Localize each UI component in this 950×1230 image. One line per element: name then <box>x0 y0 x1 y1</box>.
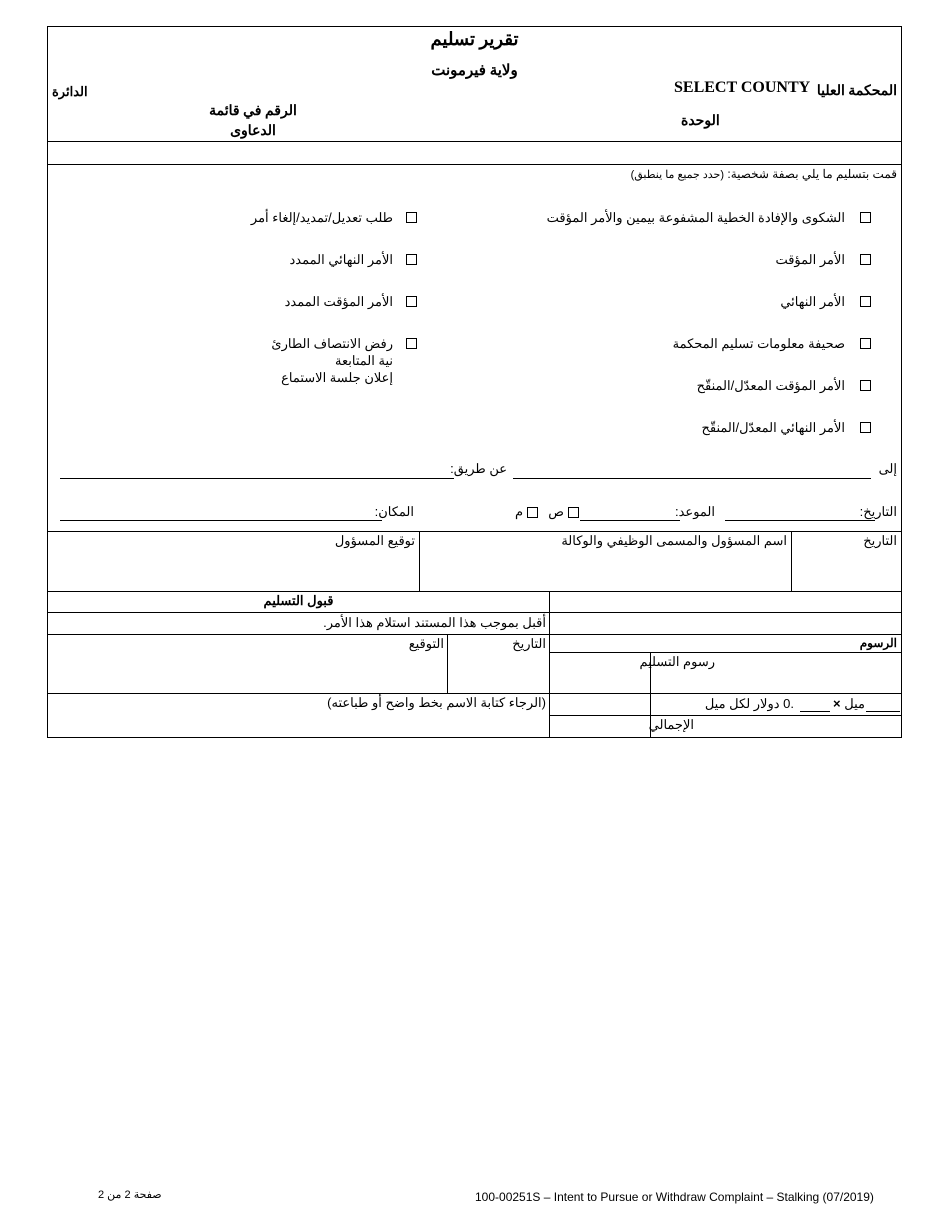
docket-label-line1: الرقم في قائمة <box>209 104 297 119</box>
item-hearing-notice: إعلان جلسة الاستماع <box>281 370 393 385</box>
item-complaint-affidavit: الشكوى والإفادة الخطية المشفوعة بيمين والأمر المؤقت <box>546 210 845 225</box>
served-intro-text: قمت بتسليم ما يلي بصفة شخصية: <box>727 167 897 181</box>
acceptance-date-label: التاريخ <box>512 636 546 651</box>
checkbox-service-info-sheet[interactable] <box>860 338 871 349</box>
served-intro <box>631 167 897 181</box>
service-report-form <box>47 26 902 738</box>
acceptance-signature-label: التوقيع <box>408 636 444 651</box>
checkbox-final-order[interactable] <box>860 296 871 307</box>
form-title: تقرير تسليم <box>430 29 519 49</box>
checkbox-extended-temporary-order[interactable] <box>406 296 417 307</box>
date-label: التاريخ: <box>859 504 897 519</box>
court-name: المحكمة العليا <box>816 84 897 99</box>
item-emergency-relief-denial: رفض الانتصاف الطارئ <box>271 336 393 351</box>
time-field[interactable] <box>580 520 680 521</box>
item-amended-final-order: الأمر النهائي المعدّل/المنقّح <box>701 420 845 435</box>
place-label: المكان: <box>374 504 414 519</box>
divider <box>48 693 549 694</box>
officer-col-divider <box>419 531 420 591</box>
to-field[interactable] <box>513 478 871 479</box>
officer-table-top <box>48 531 901 532</box>
acceptance-title: قبول التسليم <box>263 593 334 608</box>
divider <box>48 612 901 613</box>
checkbox-motion-modify[interactable] <box>406 212 417 223</box>
mileage-miles-label: ميل <box>844 696 865 711</box>
item-temporary-order: الأمر المؤقت <box>775 252 845 267</box>
officer-name-header: اسم المسؤول والمسمى الوظيفي والوكالة <box>561 533 787 548</box>
officer-col-divider <box>791 531 792 591</box>
print-name-label: (الرجاء كتابة الاسم بخط واضح أو طباعته) <box>327 695 546 710</box>
item-service-info-sheet: صحيفة معلومات تسليم المحكمة <box>672 336 845 351</box>
total-label: الإجمالي <box>648 717 694 732</box>
divider <box>549 715 901 716</box>
unit-label: الوحدة <box>681 114 720 129</box>
divider <box>48 141 901 142</box>
fees-title: الرسوم <box>859 636 897 650</box>
item-amended-temporary-order: الأمر المؤقت المعدّل/المنقّح <box>696 378 845 393</box>
pm-label: م <box>514 504 523 519</box>
divider <box>549 693 901 694</box>
form-identifier: 100-00251S – Intent to Pursue or Withdraw Complaint – Stalking (07/2019) <box>475 1190 874 1204</box>
mileage-miles-field[interactable] <box>866 711 900 712</box>
served-intro-note: (حدد جميع ما ينطبق) <box>630 169 725 181</box>
acceptance-statement: أقبل بموجب هذا المستند استلام هذا الأمر. <box>323 615 546 630</box>
item-extended-temporary-order: الأمر المؤقت الممدد <box>284 294 393 309</box>
divider <box>549 652 901 653</box>
place-field[interactable] <box>60 520 382 521</box>
checkbox-complaint-affidavit[interactable] <box>860 212 871 223</box>
service-fee-label: رسوم التسليم <box>639 654 715 669</box>
county-select[interactable]: SELECT COUNTY <box>674 79 811 96</box>
divider <box>48 164 901 165</box>
officer-date-header: التاريخ <box>863 533 897 548</box>
page-number: صفحة 2 من 2 <box>98 1189 162 1201</box>
item-intent-to-pursue: نية المتابعة <box>335 353 393 368</box>
time-label: الموعد: <box>675 504 715 519</box>
circuit-label: الدائرة <box>52 84 88 99</box>
checkbox-temporary-order[interactable] <box>860 254 871 265</box>
am-checkbox[interactable] <box>568 507 579 518</box>
mileage-rate-field[interactable] <box>800 711 830 712</box>
am-label: ص <box>548 504 564 519</box>
divider <box>48 634 901 635</box>
checkbox-amended-final-order[interactable] <box>860 422 871 433</box>
to-label: إلى <box>878 461 897 476</box>
acceptance-col-divider <box>447 634 448 693</box>
mileage-rate-label: .0 دولار لكل ميل <box>704 696 794 711</box>
by-label: عن طريق: <box>450 461 507 476</box>
checkbox-emergency-relief-denial[interactable] <box>406 338 417 349</box>
divider <box>48 591 901 592</box>
docket-label-line2: الدعاوى <box>230 124 276 139</box>
pm-checkbox[interactable] <box>527 507 538 518</box>
date-field[interactable] <box>725 520 875 521</box>
state-name: ولاية فيرمونت <box>431 63 518 79</box>
multiply-sign: × <box>833 696 841 711</box>
by-field[interactable] <box>60 478 454 479</box>
item-motion-modify: طلب تعديل/تمديد/إلغاء أمر <box>250 210 393 225</box>
checkbox-amended-temporary-order[interactable] <box>860 380 871 391</box>
item-final-order: الأمر النهائي <box>780 294 845 309</box>
checkbox-extended-final-order[interactable] <box>406 254 417 265</box>
officer-signature-header: توقيع المسؤول <box>334 533 415 548</box>
item-extended-final-order: الأمر النهائي الممدد <box>289 252 393 267</box>
